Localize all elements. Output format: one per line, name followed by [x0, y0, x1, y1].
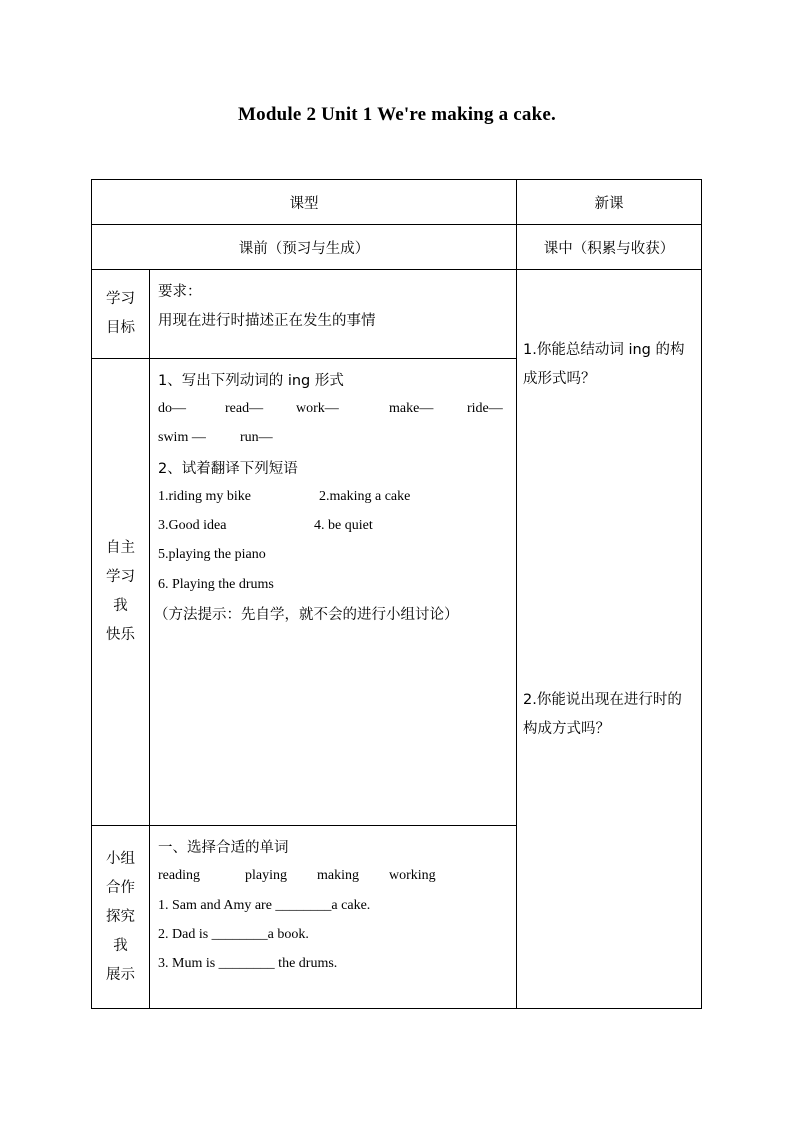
lesson-table — [91, 179, 702, 1009]
goals-label-line2: 目标 — [106, 320, 135, 336]
goals-label-line1: 学习 — [106, 291, 135, 307]
lesson-type-value: 新课 — [516, 179, 702, 225]
task2-heading: 2、试着翻译下列短语 — [158, 461, 298, 477]
group-content-cell — [149, 825, 517, 1009]
group-label-line: 小组 — [106, 850, 135, 867]
verb-blank: swim — — [158, 430, 206, 445]
verb-blank: work— — [296, 401, 339, 416]
verb-blank: read— — [225, 401, 264, 416]
requirement-text: 用现在进行时描述正在发生的事情 — [158, 313, 376, 329]
in-class-content-cell — [516, 269, 702, 1009]
group-label-line: 我 — [113, 937, 128, 954]
phrase-item: 1.riding my bike — [158, 489, 251, 504]
word-bank-item: reading — [158, 868, 200, 883]
task1-heading: 1、写出下列动词的 ing 形式 — [158, 373, 344, 389]
method-tip: （方法提示：先自学，就不会的进行小组讨论） — [154, 607, 459, 623]
question-1-line2: 成形式吗？ — [523, 371, 596, 387]
verb-blank: do— — [158, 401, 186, 416]
in-class-header: 课中（积累与收获） — [516, 224, 702, 270]
fill-sentence: 1. Sam and Amy are ________a cake. — [158, 898, 371, 913]
phrase-item: 6. Playing the drums — [158, 577, 274, 592]
self-study-label-line: 自主 — [106, 540, 135, 556]
question-2-line2: 构成方式吗？ — [523, 721, 610, 737]
verb-blank: run— — [240, 430, 273, 445]
word-bank-item: making — [317, 868, 359, 883]
self-study-label-cell — [91, 358, 150, 826]
phrase-item: 2.making a cake — [319, 489, 411, 504]
self-study-label-line: 快乐 — [106, 627, 135, 643]
fill-sentence: 2. Dad is ________a book. — [158, 927, 309, 942]
self-study-label-line: 学习 — [106, 569, 135, 585]
self-study-label-line: 我 — [113, 598, 128, 614]
lesson-type-label: 课型 — [91, 179, 517, 225]
goals-label-cell — [91, 269, 150, 359]
verb-blank: make— — [389, 401, 434, 416]
group-label-line: 展示 — [106, 966, 135, 983]
fill-sentence: 3. Mum is ________ the drums. — [158, 956, 338, 971]
page-title: Module 2 Unit 1 We're making a cake. — [238, 104, 556, 125]
group-label-cell — [91, 825, 150, 1009]
goals-content-cell — [149, 269, 517, 359]
group-label-line: 探究 — [106, 908, 135, 925]
word-bank-item: playing — [245, 868, 287, 883]
phrase-item: 3.Good idea — [158, 518, 227, 533]
question-1-line1: 1.你能总结动词 ing 的构 — [523, 342, 685, 358]
group-section-title: 一、选择合适的单词 — [158, 840, 289, 856]
verb-blank: ride— — [467, 401, 503, 416]
word-bank-item: working — [389, 868, 436, 883]
phrase-item: 5.playing the piano — [158, 547, 266, 562]
phrase-item: 4. be quiet — [314, 518, 373, 533]
question-2-line1: 2.你能说出现在进行时的 — [523, 692, 682, 708]
group-label-line: 合作 — [106, 879, 135, 896]
before-class-header: 课前（预习与生成） — [91, 224, 517, 270]
requirement-title: 要求： — [158, 284, 202, 300]
self-study-content-cell — [149, 358, 517, 826]
